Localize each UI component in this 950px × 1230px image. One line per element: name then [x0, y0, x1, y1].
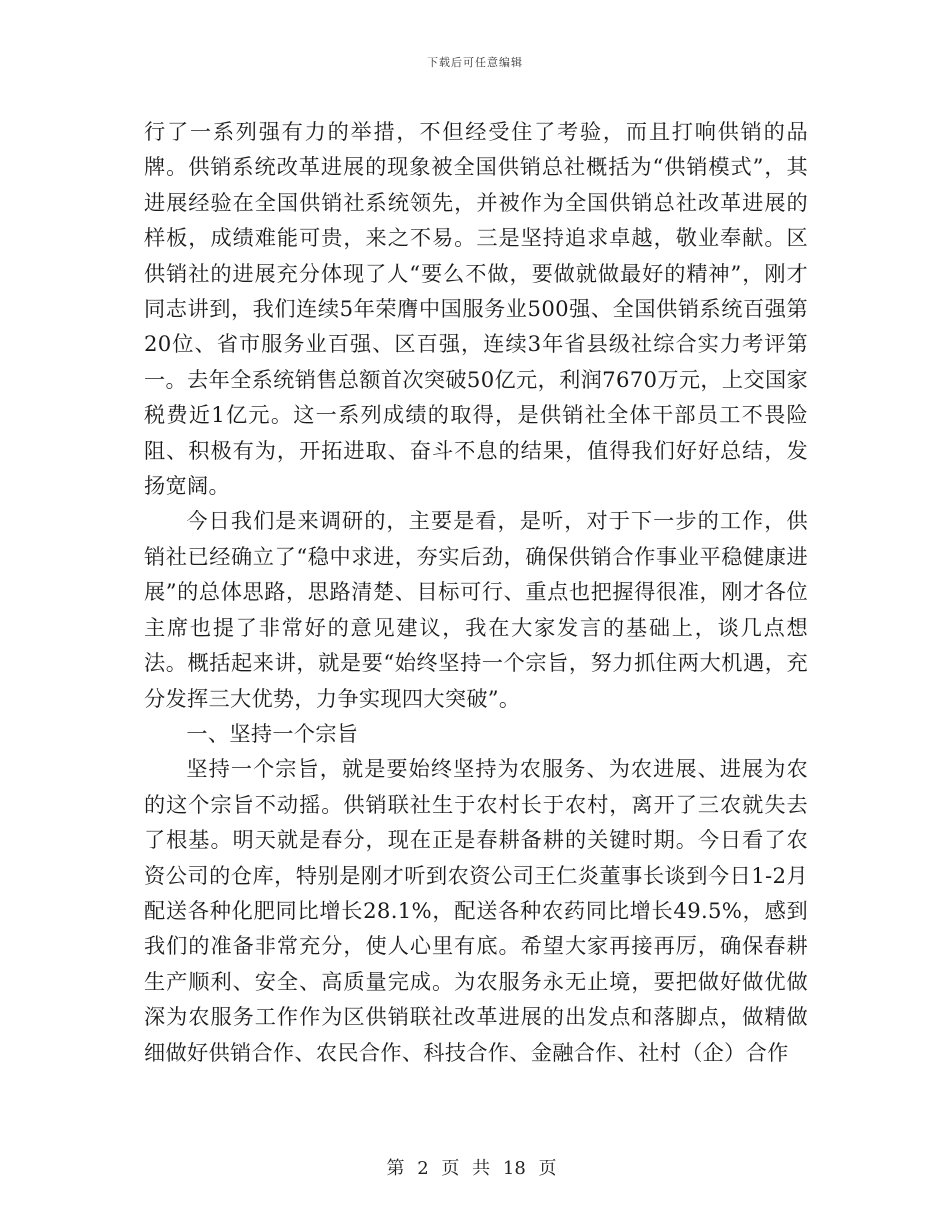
- document-body: [144, 114, 808, 1070]
- footer-label-total: 共: [472, 1158, 491, 1179]
- paragraph-purpose-detail: 坚持一个宗旨，就是要始终坚持为农服务、为农进展、进展为农的这个宗旨不动摇。供销联社生于农村长于农村，离开了三农就失去了根基。明天就是春分，现在正是春耕备耕的关键时期。今日看了农资公司的仓库，特别是刚才听到农资公司王仁炎董事长谈到今日1-2月配送各种化肥同比增长28.1%，配送各种农药同比增长49.5%，感到我们的准备非常充分，使人心里有底。希望大家再接再厉，确保春耕生产顺利、安全、高质量完成。为农服务永无止境，要把做好做优做深为农服务工作作为区供销联社改革进展的出发点和落脚点，做精做细做好供销合作、农民合作、科技合作、金融合作、社村（企）合作: [144, 756, 808, 1065]
- paragraph-achievements: 行了一系列强有力的举措，不但经受住了考验，而且打响供销的品牌。供销系统改革进展的现象被全国供销总社概括为“供销模式”，其进展经验在全国供销社系统领先，并被作为全国供销总社改革进展的样板，成绩难能可贵，来之不易。三是坚持追求卓越，敬业奉献。区供销社的进展充分体现了人“要么不做，要做就做最好的精神”，刚才同志讲到，我们连续5年荣膺中国服务业500强、全国供销系统百强第20位、省市服务业百强、区百强，连续3年省县级社综合实力考评第一。去年全系统销售总额首次突破50亿元，利润7670万元，上交国家税费近1亿元。这一系列成绩的取得，是供销社全体干部员工不畏险阻、积极有为，开拓进取、奋斗不息的结果，值得我们好好总结，发扬宽阔。: [144, 119, 808, 499]
- page-number-footer: [0, 1154, 950, 1180]
- footer-label-unit-end: 页: [538, 1158, 557, 1179]
- footer-label-unit: 页: [441, 1158, 460, 1179]
- footer-total-pages: 18: [502, 1158, 526, 1179]
- paragraph-research-remarks: 今日我们是来调研的，主要是看，是听，对于下一步的工作，供销社已经确立了“稳中求进，夯实后劲，确保供销合作事业平稳健康进展”的总体思路，思路清楚、目标可行、重点也把握得很准，刚才各位主席也提了非常好的意见建议，我在大家发言的基础上，谈几点想法。概括起来讲，就是要“始终坚持一个宗旨，努力抓住两大机遇，充分发挥三大优势，力争实现四大突破”。: [144, 508, 808, 711]
- footer-current-page: 2: [417, 1158, 429, 1179]
- footer-label-page: 第: [386, 1158, 405, 1179]
- page-header-note: 下载后可任意编辑: [427, 56, 523, 69]
- section-heading-one-purpose: 一、坚持一个宗旨: [186, 720, 359, 746]
